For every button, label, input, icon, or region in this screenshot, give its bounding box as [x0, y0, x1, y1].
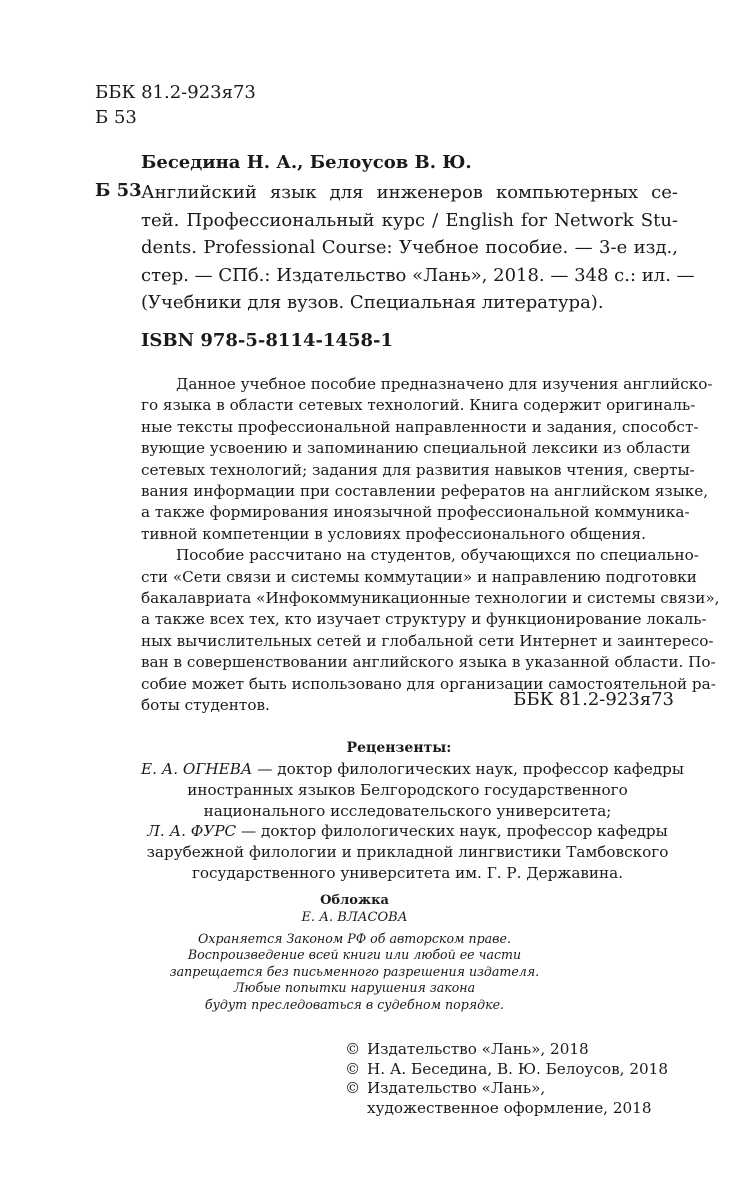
- bbk-classification-top: [95, 80, 256, 130]
- author-mark: Б 53: [95, 107, 137, 128]
- annotation: [141, 374, 720, 717]
- reviewer-line: иностранных языков Белгородского государственного: [187, 780, 628, 799]
- title-line: (Учебники для вузов. Специальная литература).: [141, 292, 604, 313]
- bibliographic-description: [141, 179, 695, 317]
- annotation-line: а также всех тех, кто изучает структуру и функционирование локаль-: [141, 610, 707, 629]
- annotation-line: ные тексты профессиональной направленности и задания, способст-: [141, 417, 699, 436]
- authors: Беседина Н. А., Белоусов В. Ю.: [141, 152, 472, 173]
- title-line: Английский язык для инженеров компьютерных се-: [141, 182, 678, 203]
- title-line: стер. — СПб.: Издательство «Лань», 2018. — 348 с.: ил. —: [141, 264, 695, 286]
- title-line: тей. Профессиональный курс / English for Network Stu-: [141, 209, 678, 231]
- annotation-line: сетевых технологий; задания для развития навыков чтения, сверты-: [141, 460, 695, 479]
- copyright-row: [345, 1040, 668, 1060]
- reviewer-line: государственного университета им. Г. Р. Державина.: [191, 863, 624, 882]
- reviewer-name: Л. А. ФУРС: [147, 822, 237, 841]
- annotation-line: собие может быть использовано для организации самостоятельной ра-: [141, 674, 716, 693]
- annotation-line: ных вычислительных сетей и глобальной сети Интернет и заинтересо-: [141, 631, 714, 650]
- cover-designer: Е. А. ВЛАСОВА: [301, 910, 408, 925]
- reviewer-line: [141, 821, 674, 842]
- copyright-holder: Издательство «Лань»,: [367, 1079, 546, 1098]
- legal-line: Любые попытки нарушения закона: [233, 980, 476, 996]
- legal-line: запрещается без письменного разрешения издателя.: [169, 963, 540, 979]
- legal-line: Охраняется Законом РФ об авторском праве.: [198, 931, 511, 946]
- copyright-notice: [141, 931, 568, 1013]
- reviewers-heading: Рецензенты:: [346, 740, 452, 756]
- legal-line: будут преследоваться в судебном порядке.: [204, 996, 505, 1012]
- author-mark-code: Б 53: [95, 180, 142, 201]
- legal-line: Воспроизведение всей книги или любой ее части: [187, 947, 522, 963]
- annotation-line: ван в совершенствовании английского языка в указанной области. По-: [141, 653, 716, 672]
- reviewers: [141, 759, 684, 884]
- isbn: ISBN 978-5-8114-1458-1: [141, 330, 394, 351]
- annotation-line: Данное учебное пособие предназначено для изучения английско-: [176, 375, 713, 393]
- annotation-line: бакалавриата «Инфокоммуникационные технологии и системы связи»,: [141, 589, 720, 608]
- annotation-line: боты студентов.: [141, 696, 270, 715]
- annotation-line: вания информации при составлении рефератов на английском языке,: [141, 482, 709, 501]
- reviewer-title: — доктор филологических наук, профессор кафедры: [252, 760, 684, 778]
- annotation-line: а также формирования иноязычной профессиональной коммуника-: [141, 503, 690, 522]
- reviewer-line: национального исследовательского университета;: [203, 801, 612, 820]
- bbk-classification-bottom: ББК 81.2-923я73: [513, 689, 674, 710]
- copyright-icon: ©: [345, 1040, 361, 1058]
- copyright-holder: Издательство «Лань», 2018: [367, 1040, 589, 1058]
- reviewer-line: зарубежной филологии и прикладной лингвистики Тамбовского: [146, 843, 669, 862]
- copyright-continuation: художественное оформление, 2018: [367, 1098, 652, 1117]
- copyright-holder: Н. А. Беседина, В. Ю. Белоусов, 2018: [367, 1059, 668, 1078]
- title-line: dents. Professional Course: Учебное пособие. — 3-е изд.,: [141, 237, 678, 258]
- copyright-block: [345, 1040, 668, 1118]
- annotation-line: го языка в области сетевых технологий. Книга содержит оригиналь-: [141, 396, 696, 415]
- cover-heading: Обложка: [320, 893, 389, 908]
- copyright-icon: ©: [345, 1059, 361, 1078]
- annotation-line: сти «Сети связи и системы коммутации» и направлению подготовки: [141, 567, 697, 586]
- annotation-line: вующие усвоению и запоминанию специальной лексики из области: [141, 439, 691, 458]
- copyright-row: [345, 1079, 668, 1099]
- reviewer-line: [141, 759, 684, 780]
- copyright-icon: ©: [345, 1079, 361, 1098]
- bbk-code: ББК 81.2-923я73: [95, 82, 256, 103]
- reviewer-title: — доктор филологических наук, профессор кафедры: [236, 822, 668, 841]
- annotation-line: тивной компетенции в условиях профессионального общения.: [141, 524, 646, 543]
- reviewer-name: Е. А. ОГНЕВА: [141, 760, 253, 778]
- annotation-line: Пособие рассчитано на студентов, обучающихся по специально-: [176, 546, 699, 565]
- copyright-row: [345, 1060, 668, 1080]
